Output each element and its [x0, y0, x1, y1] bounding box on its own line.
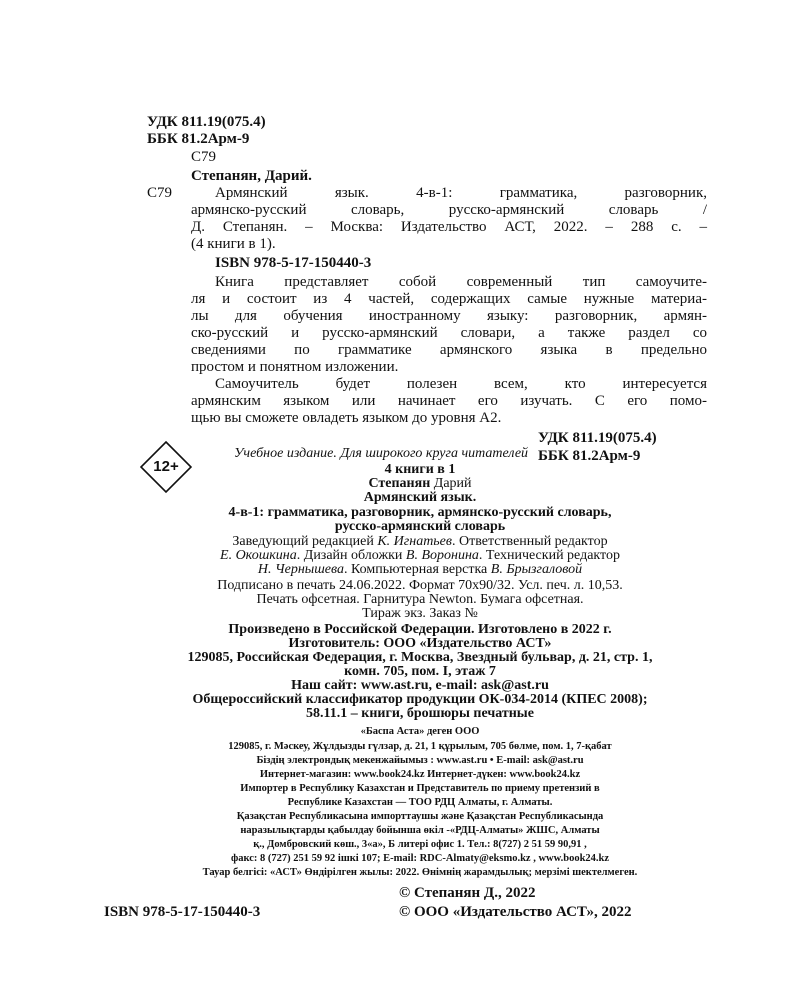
book-subtitle-1: 4-в-1: грамматика, разговорник, армянско-русский словарь,: [228, 505, 612, 520]
copyright-author: © Степанян Д., 2022: [399, 885, 536, 901]
kazakh-line-5: Импортер в Республику Казахстан и Представитель по приему претензий в: [240, 783, 600, 794]
record-isbn: ISBN 978-5-17-150440-3: [215, 255, 372, 271]
record-code: С79: [147, 185, 173, 201]
book-subtitle-2: русско-армянский словарь: [334, 519, 506, 534]
kazakh-line-4: Интернет-магазин: www.book24.kz Интернет-дүкен: www.book24.kz: [259, 769, 581, 780]
class-udk: УДК 811.19(075.4): [538, 430, 657, 446]
staff-label: Заведующий редакцией: [232, 534, 378, 549]
annotation-line-5: сведениями по грамматике армянского языка в предельно: [191, 342, 707, 358]
made-in: Произведено в Российской Федерации. Изготовлено в 2022 г.: [228, 622, 612, 637]
staff-label: . Ответственный редактор: [451, 534, 608, 549]
okp-1: Общероссийский классификатор продукции ОК-034-2014 (КПЕС 2008);: [192, 692, 648, 707]
annotation-line-3: лы для обучения иностранному языку: разговорник, армян-: [191, 308, 707, 324]
series: 4 книги в 1: [384, 462, 456, 477]
address-1: 129085, Российская Федерация, г. Москва, Звездный бульвар, д. 21, стр. 1,: [187, 650, 653, 665]
staff-label: . Технический редактор: [478, 548, 620, 563]
site-email: Наш сайт: www.ast.ru, e-mail: ask@ast.ru: [291, 678, 549, 693]
annotation-line-4: ско-русский и русско-армянский словари, а также раздел со: [191, 325, 707, 341]
copyright-publisher: © ООО «Издательство АСТ», 2022: [399, 904, 632, 920]
staff-label: . Компьютерная верстка: [344, 562, 491, 577]
record-title-line-3: Д. Степанян. – Москва: Издательство АСТ, 2022. – 288 с. –: [191, 219, 707, 235]
annotation-line-8: армянским языком или начинает его изучать. С его помо-: [191, 393, 707, 409]
manufacturer: Изготовитель: ООО «Издательство АСТ»: [288, 636, 552, 651]
footer-isbn: ISBN 978-5-17-150440-3: [104, 904, 261, 920]
kazakh-line-9: қ., Домбровский көш., 3«а», Б литері офис 1. Тел.: 8(727) 2 51 59 90,91 ,: [253, 839, 587, 850]
annotation-line-9: щью вы сможете овладеть языком до уровня А2.: [191, 410, 502, 426]
kazakh-line-7: Қазақстан Республикасына импорттаушы және Қазақстан Республикасында: [236, 811, 604, 822]
record-author: Степанян, Дарий.: [191, 168, 312, 184]
staff-label: . Дизайн обложки: [296, 548, 406, 563]
annotation-line-2: ля и состоит из 4 частей, содержащих самые нужные материа-: [191, 291, 707, 307]
kazakh-line-1: «Баспа Аста» деген ООО: [360, 726, 480, 737]
edition-type: Учебное издание. Для широкого круга читателей: [234, 446, 529, 461]
staff-line-3: [150, 562, 690, 578]
header-code: С79: [191, 149, 217, 165]
kazakh-line-2: 129085, г. Мәскеу, Жұлдызды гүлзар, д. 21, 1 құрылым, 705 бөлме, пом. 1, 7-қабат: [228, 741, 612, 752]
annotation-line-7: Самоучитель будет полезен всем, кто интересуется: [215, 376, 707, 392]
kazakh-line-6: Республике Казахстан — ТОО РДЦ Алматы, г. Алматы.: [287, 797, 553, 808]
kazakh-line-3: Біздің электрондық мекенжайымыз : www.ast.ru • E-mail: ask@ast.ru: [256, 755, 584, 766]
address-2: комн. 705, пом. I, этаж 7: [344, 664, 496, 679]
age-rating-label: 12+: [153, 458, 179, 475]
staff-name: К. Игнатьев: [377, 534, 452, 549]
staff-name: В. Брызгаловой: [490, 562, 583, 577]
kazakh-line-8: наразылықтарды қабылдау бойынша өкіл -«РДЦ-Алматы» ЖШС, Алматы: [240, 825, 600, 836]
staff-name: В. Воронина: [405, 548, 479, 563]
header-bbk: ББК 81.2Арм-9: [147, 131, 250, 147]
header-udk: УДК 811.19(075.4): [147, 114, 266, 130]
book-title: Армянский язык.: [363, 490, 477, 505]
print-info-3: Тираж экз. Заказ №: [362, 606, 478, 621]
record-title-line-4: (4 книги в 1).: [191, 236, 276, 252]
staff-name: Е. Окошкина: [220, 548, 297, 563]
staff-name: Н. Чернышева: [257, 562, 345, 577]
annotation-line-1: Книга представляет собой современный тип самоучите-: [215, 274, 707, 290]
author-surname: Степанян: [368, 476, 431, 491]
author-name: Дарий: [430, 476, 472, 491]
class-bbk: ББК 81.2Арм-9: [538, 448, 641, 464]
record-title-line-2: армянско-русский словарь, русско-армянский словарь /: [191, 202, 707, 218]
print-info-2: Печать офсетная. Гарнитура Newton. Бумага офсетная.: [256, 592, 584, 607]
annotation-line-6: простом и понятном изложении.: [191, 359, 399, 375]
record-title-line-1: Армянский язык. 4-в-1: грамматика, разговорник,: [215, 185, 707, 201]
print-info-1: Подписано в печать 24.06.2022. Формат 70х90/32. Усл. печ. л. 10,53.: [217, 578, 623, 593]
kazakh-line-11: Тауар белгісі: «АСТ» Өндірілген жылы: 2022. Өнімнің жарамдылық; мерзімі шектелмеген.: [202, 867, 638, 878]
kazakh-line-10: факс: 8 (727) 251 59 92 ішкі 107; E-mail: RDC-Almaty@eksmo.kz , www.book24.kz: [230, 853, 610, 864]
okp-2: 58.11.1 – книги, брошюры печатные: [306, 706, 534, 721]
